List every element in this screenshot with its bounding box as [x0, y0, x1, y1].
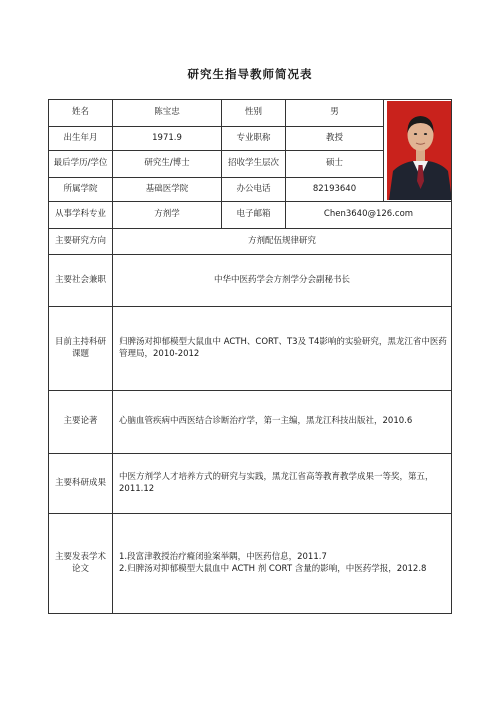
label-email: 电子邮箱 — [222, 202, 286, 229]
value-name: 陈宝忠 — [113, 100, 222, 127]
paper-item: 2.归脾汤对抑郁模型大鼠血中 ACTH 剂 CORT 含量的影响，中医药学报，2012.8 — [119, 563, 427, 574]
label-professional-title: 专业职称 — [222, 126, 286, 150]
value-phone: 82193640 — [286, 177, 384, 202]
value-gender: 男 — [286, 100, 384, 127]
advisor-info-table — [48, 99, 452, 614]
label-social-positions: 主要社会兼职 — [49, 255, 113, 307]
value-papers — [113, 514, 452, 614]
portrait-photo — [387, 101, 452, 200]
row-monographs — [49, 391, 452, 454]
row-social-positions — [49, 255, 452, 307]
label-school: 所属学院 — [49, 177, 113, 202]
value-discipline: 方剂学 — [113, 202, 222, 229]
label-gender: 性别 — [222, 100, 286, 127]
label-achievements: 主要科研成果 — [49, 454, 113, 514]
paper-item: 1.段富津教授治疗癃闭验案举隅，中医药信息，2011.7 — [119, 552, 327, 563]
row-current-projects — [49, 307, 452, 391]
row-name — [49, 100, 452, 127]
value-monographs: 心脑血管疾病中西医结合诊断治疗学，第一主编，黑龙江科技出版社，2010.6 — [113, 391, 452, 454]
label-phone: 办公电话 — [222, 177, 286, 202]
row-papers — [49, 514, 452, 614]
row-discipline — [49, 202, 452, 229]
label-discipline: 从事学科专业 — [49, 202, 113, 229]
value-recruit: 硕士 — [286, 150, 384, 177]
photo-cell — [384, 100, 452, 202]
label-papers: 主要发表学术论文 — [49, 514, 113, 614]
value-professional-title: 教授 — [286, 126, 384, 150]
value-current-projects: 归脾汤对抑郁模型大鼠血中 ACTH、CORT、T3及 T4影响的实验研究，黑龙江省中医药管理局，2010-2012 — [113, 307, 452, 391]
label-education: 最后学历/学位 — [49, 150, 113, 177]
value-birth: 1971.9 — [113, 126, 222, 150]
label-name: 姓名 — [49, 100, 113, 127]
label-monographs: 主要论著 — [49, 391, 113, 454]
row-research-direction — [49, 229, 452, 255]
value-social-positions: 中华中医药学会方剂学分会副秘书长 — [113, 255, 452, 307]
label-research-direction: 主要研究方向 — [49, 229, 113, 255]
value-school: 基础医学院 — [113, 177, 222, 202]
label-current-projects: 目前主持科研课题 — [49, 307, 113, 391]
value-email: Chen3640@126.com — [286, 202, 452, 229]
value-achievements: 中医方剂学人才培养方式的研究与实践，黑龙江省高等教育教学成果一等奖，第五，2011.12 — [113, 454, 452, 514]
label-recruit: 招收学生层次 — [222, 150, 286, 177]
label-birth: 出生年月 — [49, 126, 113, 150]
value-research-direction: 方剂配伍规律研究 — [113, 229, 452, 255]
page-title: 研究生指导教师简况表 — [187, 67, 313, 81]
value-education: 研究生/博士 — [113, 150, 222, 177]
row-achievements — [49, 454, 452, 514]
